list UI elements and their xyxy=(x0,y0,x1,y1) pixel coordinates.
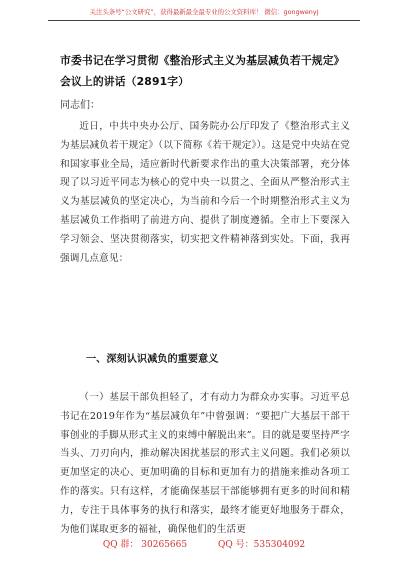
footer-contact xyxy=(0,537,408,550)
header-banner: 关注头条号“公文研究”，获得最新最全最专业的公文资料库！ 微信：gongwenyj xyxy=(89,8,319,16)
salutation: 同志们： xyxy=(60,100,100,111)
footer-qq-group: QQ 群： 30265665 xyxy=(102,540,188,550)
body-paragraph-section-1: （一）基层干部负担轻了，才有动力为群众办实事。习近平总书记在2019年作为“基层减负年”中曾强调：“要把广大基层干部干事创业的手脚从形式主义的束缚中解脱出来”。目的就是要坚持严字当头、刀刃向内，推动解决困扰基层的形式主义问题。我们必须以更加坚定的决心、更加明确的目标和更加有力的措施来推动各项工作的落实。只有这样，才能确保基层干部能够拥有更多的时间和精力，专注于具体事务的执行和落实，最终才能更好地服务于群众，为他们谋取更多的福祉，确保他们的生活更 xyxy=(60,392,350,535)
header-divider xyxy=(48,20,360,21)
document-title: 市委书记在学习贯彻《整治形式主义为基层减负若干规定》会议上的讲话（2891字） xyxy=(60,54,345,88)
body-paragraph-intro: 近日，中共中央办公厅、国务院办公厅印发了《整治形式主义为基层减负若干规定》（以下简称《若干规定》）。这是党中央站在党和国家事业全局，适应新时代新要求作出的重大决策部署，充分体现了以习近平同志为核心的党中央一以贯之、全面从严整治形式主义为基层减负的坚定决心，为当前和今后一个时期整治形式主义为基层减负工作指明了前进方向、提供了制度遵循。全市上下要深入学习领会、坚决贯彻落实，切实把文件精神落到实处。下面，我再强调几点意见： xyxy=(60,121,350,264)
section-heading-1: 一、深刻认识减负的重要意义 xyxy=(86,354,219,365)
footer-qq-number: QQ 号：535304092 xyxy=(218,540,306,550)
